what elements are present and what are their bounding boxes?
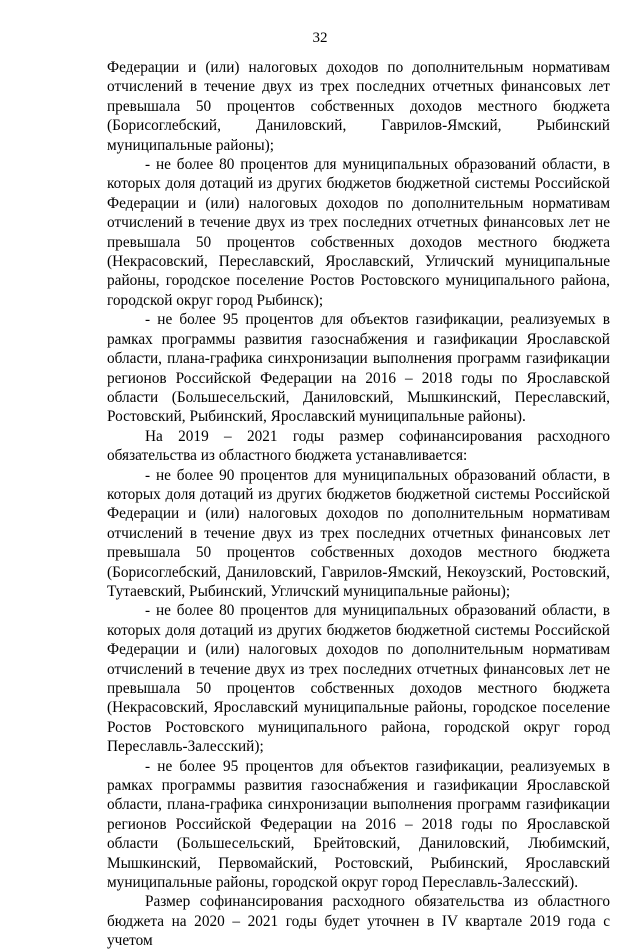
- paragraph-list-item: - не более 80 процентов для муниципальных образований области, в которых доля дотаций из других бюджетов бюджетной системы Российской Федерации и (или) налоговых доходов по дополнительным нормативам отчислений в течение двух из трех последних отчетных финансовых лет не превышала 50 процентов собственных доходов местного бюджета (Некрасовский, Переславский, Ярославский, Угличский муниципальные районы, городское поселение Ростов Ростовского муниципального района, городской округ город Рыбинск);: [107, 156, 610, 309]
- paragraph-list-item: - не более 95 процентов для объектов газификации, реализуемых в рамках программы развития газоснабжения и газификации Ярославской области, плана-графика синхронизации выполнения программ газификации регионов Российской Федерации на 2016 – 2018 годы по Ярославской области (Большесельский, Брейтовский, Даниловский, Любимский, Мышкинский, Первомайский, Ростовский, Рыбинский, Ярославский муниципальные районы, городской округ город Переславль-Залесский).: [107, 757, 610, 892]
- paragraph: Размер софинансирования расходного обязательства из областного бюджета на 2020 – 2021 годы будет уточнен в IV квартале 2019 года с учетом: [107, 893, 610, 950]
- body-text: [107, 58, 610, 951]
- paragraph: На 2019 – 2021 годы размер софинансирования расходного обязательства из областного бюджета устанавливается:: [107, 427, 610, 465]
- paragraph-continuation: Федерации и (или) налоговых доходов по дополнительным нормативам отчислений в течение двух из трех последних отчетных финансовых лет превышала 50 процентов собственных доходов местного бюджета (Борисоглебский, Даниловский, Гаврилов-Ямский, Рыбинский муниципальные районы);: [107, 59, 610, 154]
- paragraph-list-item: - не более 80 процентов для муниципальных образований области, в которых доля дотаций из других бюджетов бюджетной системы Российской Федерации и (или) налоговых доходов по дополнительным нормативам отчислений в течение двух из трех последних отчетных финансовых лет не превышала 50 процентов собственных доходов местного бюджета (Некрасовский, Ярославский муниципальные районы, городское поселение Ростов Ростовского муниципального района, городской округ город Переславль-Залесский);: [107, 602, 610, 756]
- paragraph-list-item: - не более 95 процентов для объектов газификации, реализуемых в рамках программы развития газоснабжения и газификации Ярославской области, плана-графика синхронизации выполнения программ газификации регионов Российской Федерации на 2016 – 2018 годы по Ярославской области (Большесельский, Даниловский, Мышкинский, Переславский, Ростовский, Рыбинский, Ярославский муниципальные районы).: [107, 311, 610, 426]
- page-number: 32: [312, 30, 328, 46]
- paragraph-list-item: - не более 90 процентов для муниципальных образований области, в которых доля дотаций из других бюджетов бюджетной системы Российской Федерации и (или) налоговых доходов по дополнительным нормативам отчислений в течение двух из трех последних отчетных финансовых лет превышала 50 процентов собственных доходов местного бюджета (Борисоглебский, Даниловский, Гаврилов-Ямский, Некоузский, Ростовский, Тутаевский, Рыбинский, Угличский муниципальные районы);: [107, 466, 610, 600]
